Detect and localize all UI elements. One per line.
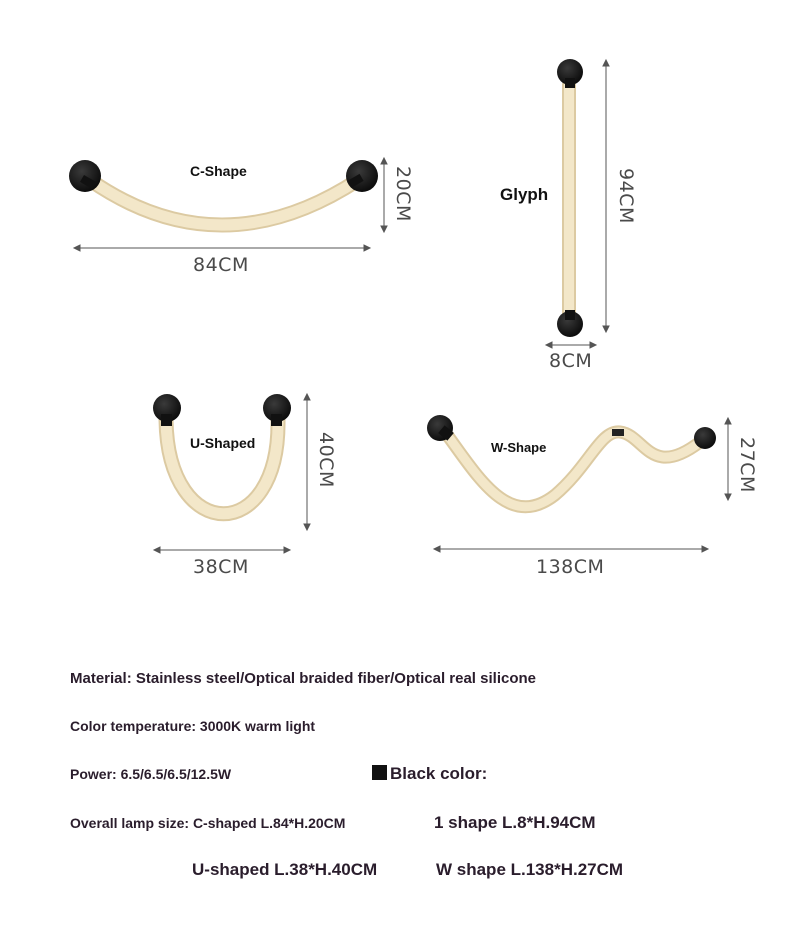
size-c-spec: Overall lamp size: C-shaped L.84*H.20CM: [70, 815, 346, 831]
glyph-label: Glyph: [500, 185, 549, 204]
mount-icon: [346, 160, 378, 192]
size-u-spec: U-shaped L.38*H.40CM: [192, 860, 378, 879]
color-spec: [372, 764, 487, 784]
u-shaped-lamp: [153, 394, 291, 514]
glyph-height: 94CM: [615, 168, 637, 224]
w-shape-label: W-Shape: [491, 440, 547, 455]
black-square-icon: [372, 765, 387, 780]
c-shape-height: 20CM: [392, 166, 414, 222]
w-shape-width: 138CM: [536, 556, 605, 578]
size-w-spec: W shape L.138*H.27CM: [436, 860, 624, 879]
w-shape-lamp: [427, 415, 716, 507]
color-temperature-spec: Color temperature: 3000K warm light: [70, 718, 316, 734]
color-spec-text: Black color:: [390, 764, 488, 783]
glyph-width: 8CM: [549, 350, 593, 372]
c-shape-width: 84CM: [193, 254, 249, 276]
u-shaped-height: 40CM: [315, 432, 337, 488]
u-shaped-width: 38CM: [193, 556, 249, 578]
u-shaped-label: U-Shaped: [190, 435, 256, 451]
size-1-spec: 1 shape L.8*H.94CM: [434, 813, 596, 832]
w-shape-height: 27CM: [736, 437, 758, 493]
power-spec: Power: 6.5/6.5/6.5/12.5W: [70, 766, 232, 782]
mount-icon: [694, 427, 716, 449]
glyph-lamp: [557, 59, 583, 337]
c-shape-label: C-Shape: [190, 163, 247, 179]
material-spec: Material: Stainless steel/Optical braided fiber/Optical real silicone: [70, 670, 536, 687]
glyph-dimensions: [546, 60, 609, 348]
